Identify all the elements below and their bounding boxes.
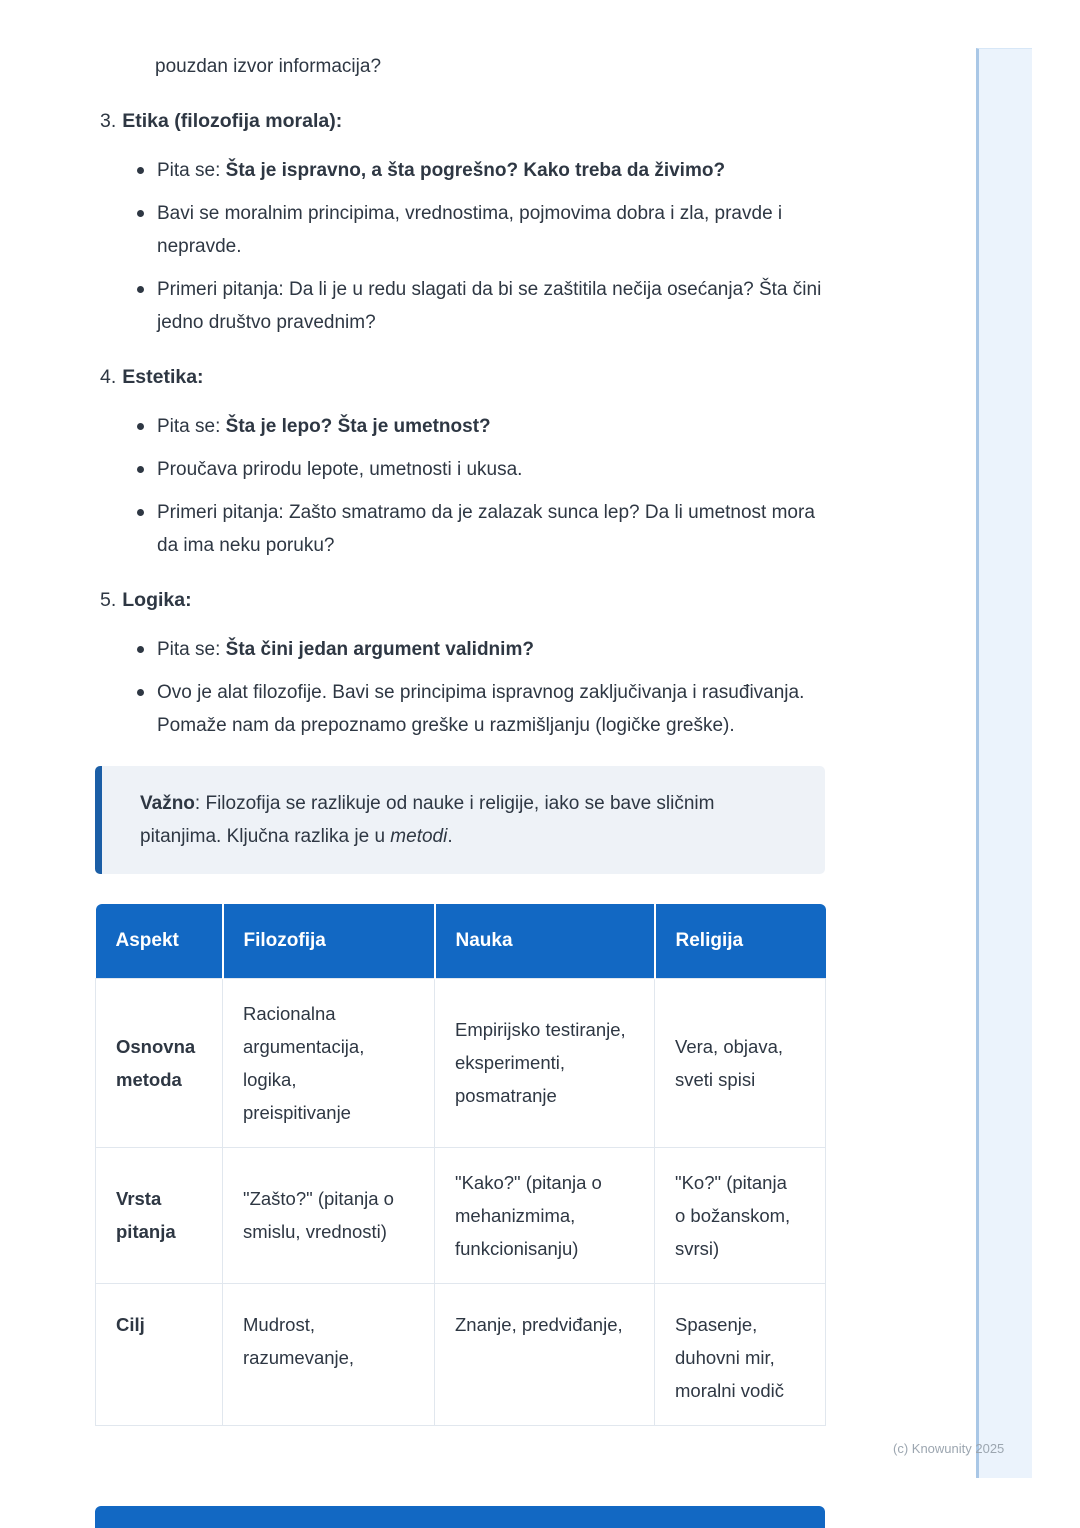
bullet-icon xyxy=(137,423,144,430)
cell-aspect: Cilj xyxy=(96,1283,223,1425)
document-content xyxy=(95,0,825,1426)
cell-nauka: "Kako?" (pitanja o mehanizmima, funkcionisanju) xyxy=(435,1147,655,1283)
cutoff-table-header-bar xyxy=(95,1506,825,1528)
cell-nauka: Empirijsko testiranje, eksperimenti, posmatranje xyxy=(435,978,655,1147)
cell-nauka: Znanje, predviđanje, xyxy=(435,1283,655,1425)
cell-aspect: Osnovna metoda xyxy=(96,978,223,1147)
bullet-icon xyxy=(137,509,144,516)
bullet-text: Primeri pitanja: Zašto smatramo da je zalazak sunca lep? Da li umetnost mora da ima neku poruku? xyxy=(157,502,815,556)
callout-label: Važno xyxy=(140,793,195,814)
bullet-icon xyxy=(137,286,144,293)
column-header-nauka: Nauka xyxy=(435,904,655,978)
bullet-icon xyxy=(137,210,144,217)
cell-religija: Spasenje, duhovni mir, moralni vodič xyxy=(655,1283,826,1425)
bullet-icon xyxy=(137,689,144,696)
cell-filozofija: "Zašto?" (pitanja o smislu, vrednosti) xyxy=(223,1147,435,1283)
section-heading-etika xyxy=(100,105,825,138)
section-title: Estetika: xyxy=(122,366,204,388)
wrapped-line-continuation: pouzdan izvor informacija? xyxy=(155,56,382,77)
cell-filozofija: Mudrost, razumevanje, xyxy=(223,1283,435,1425)
bullet-text: Pita se: Šta čini jedan argument validnim? xyxy=(157,639,534,660)
section-heading-estetika xyxy=(100,361,825,394)
bullet-icon xyxy=(137,466,144,473)
section-title: Etika (filozofija morala): xyxy=(122,110,343,132)
bullet-text: Pita se: Šta je lepo? Šta je umetnost? xyxy=(157,416,491,437)
column-header-filozofija: Filozofija xyxy=(223,904,435,978)
bullet-list-logika xyxy=(95,633,825,742)
cell-aspect: Vrsta pitanja xyxy=(96,1147,223,1283)
section-number: 5. xyxy=(100,589,117,611)
table-header-row xyxy=(96,904,826,978)
callout-tail: . xyxy=(447,826,453,847)
cell-religija: Vera, objava, sveti spisi xyxy=(655,978,826,1147)
list-item xyxy=(95,273,825,339)
column-header-aspekt: Aspekt xyxy=(96,904,223,978)
section-number: 3. xyxy=(100,110,117,132)
cell-filozofija: Racionalna argumentacija, logika, preispitivanje xyxy=(223,978,435,1147)
bullet-text: Ovo je alat filozofije. Bavi se principima ispravnog zaključivanja i rasuđivanja. Pomaže nam da prepoznamo greške u razmišljanju (logičke greške). xyxy=(157,682,805,736)
list-item xyxy=(95,633,825,666)
bullet-text: Pita se: Šta je ispravno, a šta pogrešno? Kako treba da živimo? xyxy=(157,160,726,181)
list-item xyxy=(95,197,825,263)
list-item xyxy=(95,496,825,562)
table-row xyxy=(96,1283,826,1425)
callout-emphasis: metodi xyxy=(390,826,448,847)
section-title: Logika: xyxy=(122,589,192,611)
table-row xyxy=(96,1147,826,1283)
callout-body: : Filozofija se razlikuje od nauke i religije, iako se bave sličnim pitanjima. Ključna razlika je u xyxy=(140,793,715,847)
cell-religija: "Ko?" (pitanja o božanskom, svrsi) xyxy=(655,1147,826,1283)
bullet-text: Bavi se moralnim principima, vrednostima, pojmovima dobra i zla, pravde i nepravde. xyxy=(157,203,783,257)
copyright-watermark: (c) Knowunity 2025 xyxy=(893,1441,1005,1456)
bullet-text: Primeri pitanja: Da li je u redu slagati da bi se zaštitila nečija osećanja? Šta čini jedno društvo pravednim? xyxy=(157,279,822,333)
next-page-preview-strip xyxy=(976,48,1032,1478)
section-number: 4. xyxy=(100,366,117,388)
table-row xyxy=(96,978,826,1147)
bullet-list-etika xyxy=(95,154,825,339)
list-item xyxy=(95,410,825,443)
important-callout xyxy=(95,766,825,874)
list-item xyxy=(95,154,825,187)
section-heading-logika xyxy=(100,584,825,617)
bullet-icon xyxy=(137,167,144,174)
list-item xyxy=(95,453,825,486)
comparison-table xyxy=(95,904,826,1426)
bullet-text: Proučava prirodu lepote, umetnosti i ukusa. xyxy=(157,459,523,480)
list-item xyxy=(95,676,825,742)
bullet-list-estetika xyxy=(95,410,825,562)
column-header-religija: Religija xyxy=(655,904,826,978)
bullet-icon xyxy=(137,646,144,653)
